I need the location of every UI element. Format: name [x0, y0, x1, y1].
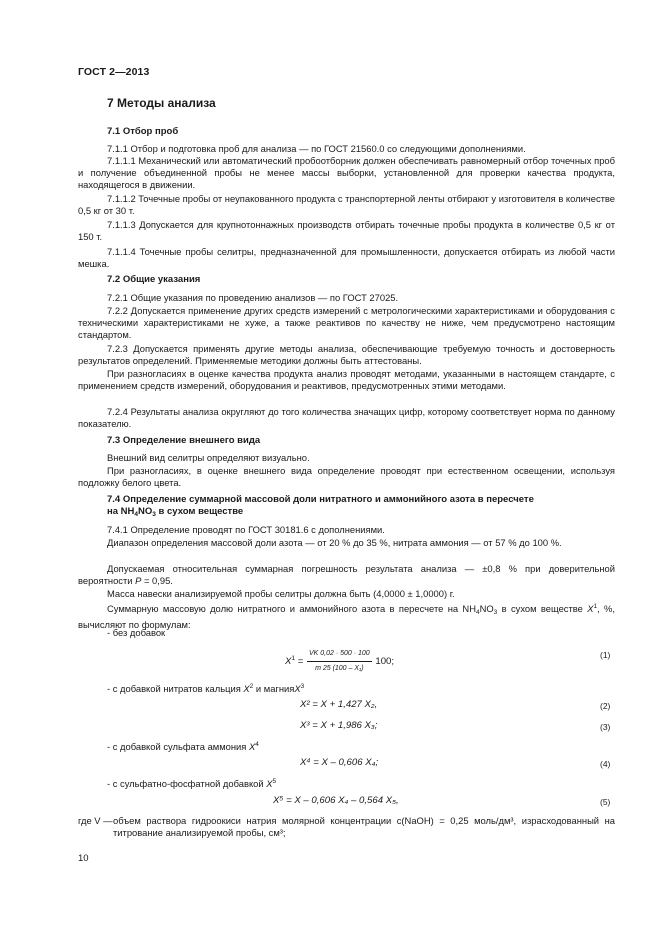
formula-1-number: (1): [600, 650, 611, 660]
case-sulfate-phosphate: - с сульфатно-фосфатной добавкой $X^5$: [107, 778, 277, 789]
case-no-additives: - без добавок: [107, 627, 166, 638]
subsection-title-7-1: 7.1 Отбор проб: [107, 126, 179, 137]
case-ammonium-sulfate: - с добавкой сульфата аммония $X^4$: [107, 741, 259, 752]
page-number: 10: [78, 853, 89, 864]
case-calcium-magnesium: - с добавкой нитратов кальция $X^2$ и магнияX$^3$: [107, 683, 305, 694]
subsection-title-7-3: 7.3 Определение внешнего вида: [107, 435, 261, 446]
formula-5-number: (5): [600, 797, 611, 807]
paragraph-7-1-1-3: 7.1.1.3 Допускается для крупнотоннажных производств отбирать точечные пробы продукта в количестве 0,5 кг от 150 т.: [78, 219, 615, 242]
formula-4-number: (4): [600, 759, 611, 769]
paragraph-7-4-error: Допускаемая относительная суммарная погрешность результата анализа — ±0,8 % при доверительной вероятности P = 0,95.: [78, 563, 615, 586]
paragraph-7-1-1-2: 7.1.1.2 Точечные пробы от неупакованного продукта с транспортерной ленты отбирают у изготовителя в количестве 0,5 кг от 30 т.: [78, 193, 616, 216]
paragraph-7-2-1: 7.2.1 Общие указания по проведению анализов — по ГОСТ 27025.: [107, 292, 399, 303]
formula-3: X³ = X + 1,986 X₃;: [300, 720, 378, 731]
paragraph-7-2-4: 7.2.4 Результаты анализа округляют до того количества значащих цифр, которому соответствует норма по данному показателю.: [78, 406, 615, 429]
paragraph-7-4-formula-intro: Суммарную массовую долю нитратного и аммонийного азота в пересчете на $NH_4NO_3$ в сухом веществе $X^1$, %, вычисляют по формулам:: [78, 603, 615, 630]
paragraph-7-1-1-1: 7.1.1.1 Механический или автоматический пробоотборник должен обеспечивать равномерный отбор точечных проб и получение объединенной пробы не менее массы выборки, установленной для проверки качества продукта, находящегося в движении.: [78, 155, 615, 190]
paragraph-7-3-a: Внешний вид селитры определяют визуально.: [107, 452, 310, 463]
formula-2: X² = X + 1,427 X₂,: [300, 699, 378, 710]
formula-1: $X^1$ = $\frac{VK 0,02 \cdot 500 \cdot 100}{\text{m 25 (100 – X₁)}}$ 100;: [285, 648, 394, 675]
paragraph-7-4-1: 7.4.1 Определение проводят по ГОСТ 30181.6 с дополнениями.: [107, 524, 385, 535]
paragraph-7-2-3: 7.2.3 Допускается применять другие методы анализа, обеспечивающие требуемую точность и достоверность результатов определений. Применяемые методики должны быть аттестованы.: [78, 343, 615, 366]
formula-4: X⁴ = X – 0,606 X₄;: [300, 757, 379, 768]
variable-definition-v: где V — объем раствора гидроокиси натрия молярной концентрации с(NaOH) = 0,25 моль/дм³, израсходованный на титрование анализируемой пробы, см³;: [78, 815, 615, 838]
paragraph-7-4-mass: Масса навески анализируемой пробы селитры должна быть (4,0000 ± 1,0000) г.: [107, 588, 455, 599]
formula-2-number: (2): [600, 701, 611, 711]
standard-header: ГОСТ 2—2013: [78, 66, 150, 78]
formula-3-number: (3): [600, 722, 611, 732]
paragraph-7-2-2: 7.2.2 Допускается применение других средств измерений с метрологическими характеристиками и оборудования с техническими характеристиками не хуже, а также реактивов по качеству не ниже, чем предусмотрено настоящим стандартом.: [78, 305, 615, 340]
subsection-title-7-4: 7.4 Определение суммарной массовой доли нитратного и аммонийного азота в пересчете на $NH_4NO_3$ в сухом веществе: [107, 494, 534, 518]
paragraph-7-1-1: 7.1.1 Отбор и подготовка проб для анализа — по ГОСТ 21560.0 со следующими дополнениями.: [107, 143, 526, 154]
paragraph-7-2-3-note: При разногласиях в оценке качества продукта анализ проводят методами, указанными в настоящем стандарте, с применением средств измерений, оборудования и реактивов, предусмотренных этими методами.: [78, 368, 615, 391]
section-title: 7 Методы анализа: [107, 96, 216, 110]
paragraph-7-4-range: Диапазон определения массовой доли азота — от 20 % до 35 %, нитрата аммония — от 57 % до 100 %.: [107, 537, 562, 548]
formula-5: X⁵ = X – 0,606 X₄ – 0,564 X₅,: [273, 795, 399, 806]
formula-1-fraction: $\frac{VK 0,02 \cdot 500 \cdot 100}{\text{m 25 (100 – X₁)}}$: [308, 650, 370, 672]
paragraph-7-3-b: При разногласиях, в оценке внешнего вида определение проводят при естественном освещении, используя подложку белого цвета.: [78, 465, 615, 488]
paragraph-7-1-1-4: 7.1.1.4 Точечные пробы селитры, предназначенной для промышленности, допускается отбирать из любой части мешка.: [78, 246, 615, 269]
subsection-title-7-2: 7.2 Общие указания: [107, 274, 201, 285]
